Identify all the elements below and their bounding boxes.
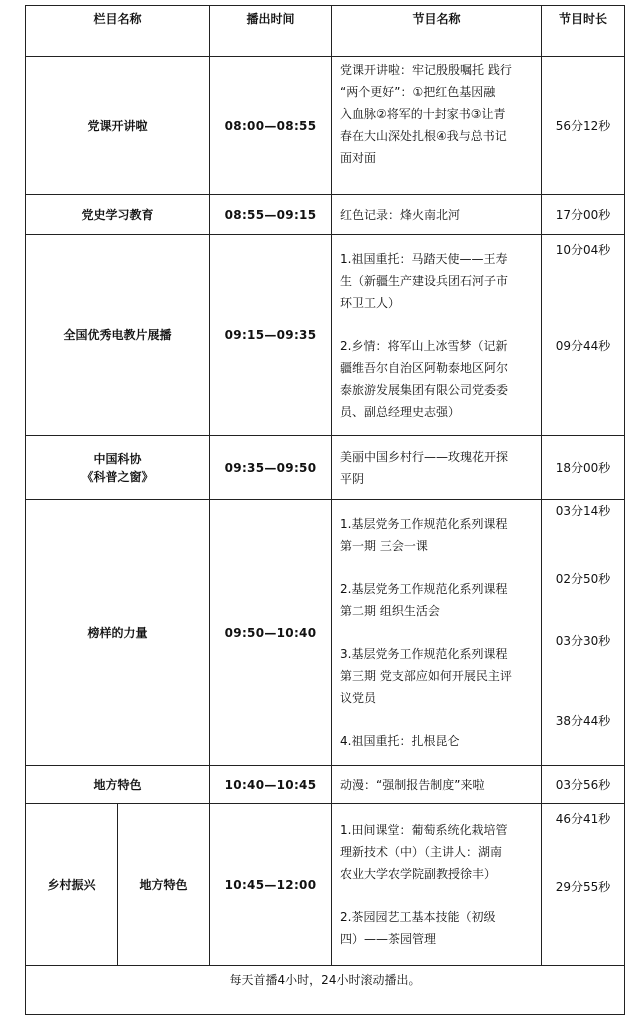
program-line: 动漫：“强制报告制度”来啦 bbox=[340, 777, 485, 792]
program-name bbox=[332, 500, 542, 766]
column-name: 党课开讲啦 bbox=[26, 57, 210, 195]
header-column: 栏目名称 bbox=[26, 6, 210, 57]
duration: 17分00秒 bbox=[542, 195, 625, 235]
duration: 03分56秒 bbox=[542, 766, 625, 804]
air-time: 09:50—10:40 bbox=[210, 500, 332, 766]
table-row bbox=[26, 500, 625, 766]
column-name bbox=[26, 436, 210, 500]
duration: 29分55秒 bbox=[555, 880, 611, 894]
duration-cell bbox=[542, 235, 625, 436]
footer-row bbox=[26, 966, 625, 1015]
program-line: 生（新疆生产建设兵团石河子市 bbox=[340, 273, 509, 288]
column-name: 乡村振兴 bbox=[26, 804, 118, 966]
program-line: 第二期 组织生活会 bbox=[340, 604, 440, 618]
program-line: 员、副总经理史志强） bbox=[340, 404, 461, 419]
table-row bbox=[26, 766, 625, 804]
header-program: 节目名称 bbox=[332, 6, 542, 57]
duration: 02分50秒 bbox=[555, 572, 611, 586]
program-line: 4.祖国重托：扎根昆仑 bbox=[340, 734, 460, 748]
schedule-table bbox=[25, 5, 625, 1015]
table-row bbox=[26, 436, 625, 500]
table-row bbox=[26, 57, 625, 195]
duration-cell bbox=[542, 804, 625, 966]
column-name: 榜样的力量 bbox=[26, 500, 210, 766]
duration: 09分44秒 bbox=[555, 339, 611, 353]
duration-cell bbox=[542, 500, 625, 766]
duration: 56分12秒 bbox=[542, 57, 625, 195]
program-line: 疆维吾尔自治区阿勒泰地区阿尔 bbox=[340, 360, 509, 375]
program-name bbox=[332, 235, 542, 436]
duration: 03分14秒 bbox=[555, 504, 611, 518]
column-name: 党史学习教育 bbox=[26, 195, 210, 235]
program-line: 第一期 三会一课 bbox=[340, 539, 428, 553]
air-time: 10:45—12:00 bbox=[210, 804, 332, 966]
air-time: 08:00—08:55 bbox=[210, 57, 332, 195]
program-line: 春在大山深处扎根④我与总书记 bbox=[340, 129, 507, 143]
column-line: 《科普之窗》 bbox=[81, 469, 154, 484]
column-name: 全国优秀电教片展播 bbox=[26, 235, 210, 436]
program-line: 议党员 bbox=[340, 691, 377, 705]
program-line: 平阴 bbox=[340, 471, 365, 486]
air-time: 10:40—10:45 bbox=[210, 766, 332, 804]
program-line: 泰旅游发展集团有限公司党委委 bbox=[340, 382, 509, 397]
program-line: 3.基层党务工作规范化系列课程 bbox=[340, 647, 508, 661]
column-line: 中国科协 bbox=[93, 451, 142, 466]
program-name bbox=[332, 195, 542, 235]
program-name bbox=[332, 57, 542, 195]
program-line: 1.祖国重托：马踏天使——王寿 bbox=[340, 251, 508, 266]
duration: 03分30秒 bbox=[555, 634, 611, 648]
program-line: 面对面 bbox=[340, 151, 377, 165]
program-line: 农业大学农学院副教授徐丰） bbox=[340, 867, 497, 881]
header-time: 播出时间 bbox=[210, 6, 332, 57]
sub-column-name: 地方特色 bbox=[118, 804, 210, 966]
program-line: 美丽中国乡村行——玫瑰花开探 bbox=[340, 449, 509, 464]
duration: 38分44秒 bbox=[555, 714, 611, 728]
program-line: 2.乡情：将军山上冰雪梦（记新 bbox=[340, 338, 508, 353]
column-name: 地方特色 bbox=[26, 766, 210, 804]
air-time: 09:15—09:35 bbox=[210, 235, 332, 436]
program-line: 第三期 党支部应如何开展民主评 bbox=[340, 669, 512, 683]
table-row bbox=[26, 195, 625, 235]
program-name bbox=[332, 766, 542, 804]
program-line: 理新技术（中）（主讲人：湖南 bbox=[340, 845, 503, 859]
header-row bbox=[26, 6, 625, 57]
program-line: 四）——茶园管理 bbox=[340, 932, 437, 946]
air-time: 09:35—09:50 bbox=[210, 436, 332, 500]
program-name bbox=[332, 436, 542, 500]
table-row bbox=[26, 235, 625, 436]
program-name bbox=[332, 804, 542, 966]
program-line: 入血脉②将军的十封家书③让青 bbox=[340, 107, 506, 121]
program-line: 2.基层党务工作规范化系列课程 bbox=[340, 582, 508, 596]
air-time: 08:55—09:15 bbox=[210, 195, 332, 235]
duration: 46分41秒 bbox=[555, 812, 611, 826]
program-line: 环卫工人） bbox=[340, 295, 401, 310]
header-duration: 节目时长 bbox=[542, 6, 625, 57]
footer-note: 每天首播4小时，24小时滚动播出。 bbox=[26, 966, 625, 1015]
program-line: 1.田间课堂：葡萄系统化栽培管 bbox=[340, 823, 508, 837]
program-line: 1.基层党务工作规范化系列课程 bbox=[340, 517, 508, 531]
program-line: 2.茶园园艺工基本技能（初级 bbox=[340, 910, 496, 924]
table-row bbox=[26, 804, 625, 966]
duration: 10分04秒 bbox=[555, 243, 611, 257]
duration: 18分00秒 bbox=[542, 436, 625, 500]
program-line: 红色记录：烽火南北河 bbox=[340, 207, 461, 222]
program-line: “两个更好”：①把红色基因融 bbox=[340, 85, 496, 99]
program-line: 党课开讲啦：牢记殷殷嘱托 践行 bbox=[340, 63, 512, 77]
